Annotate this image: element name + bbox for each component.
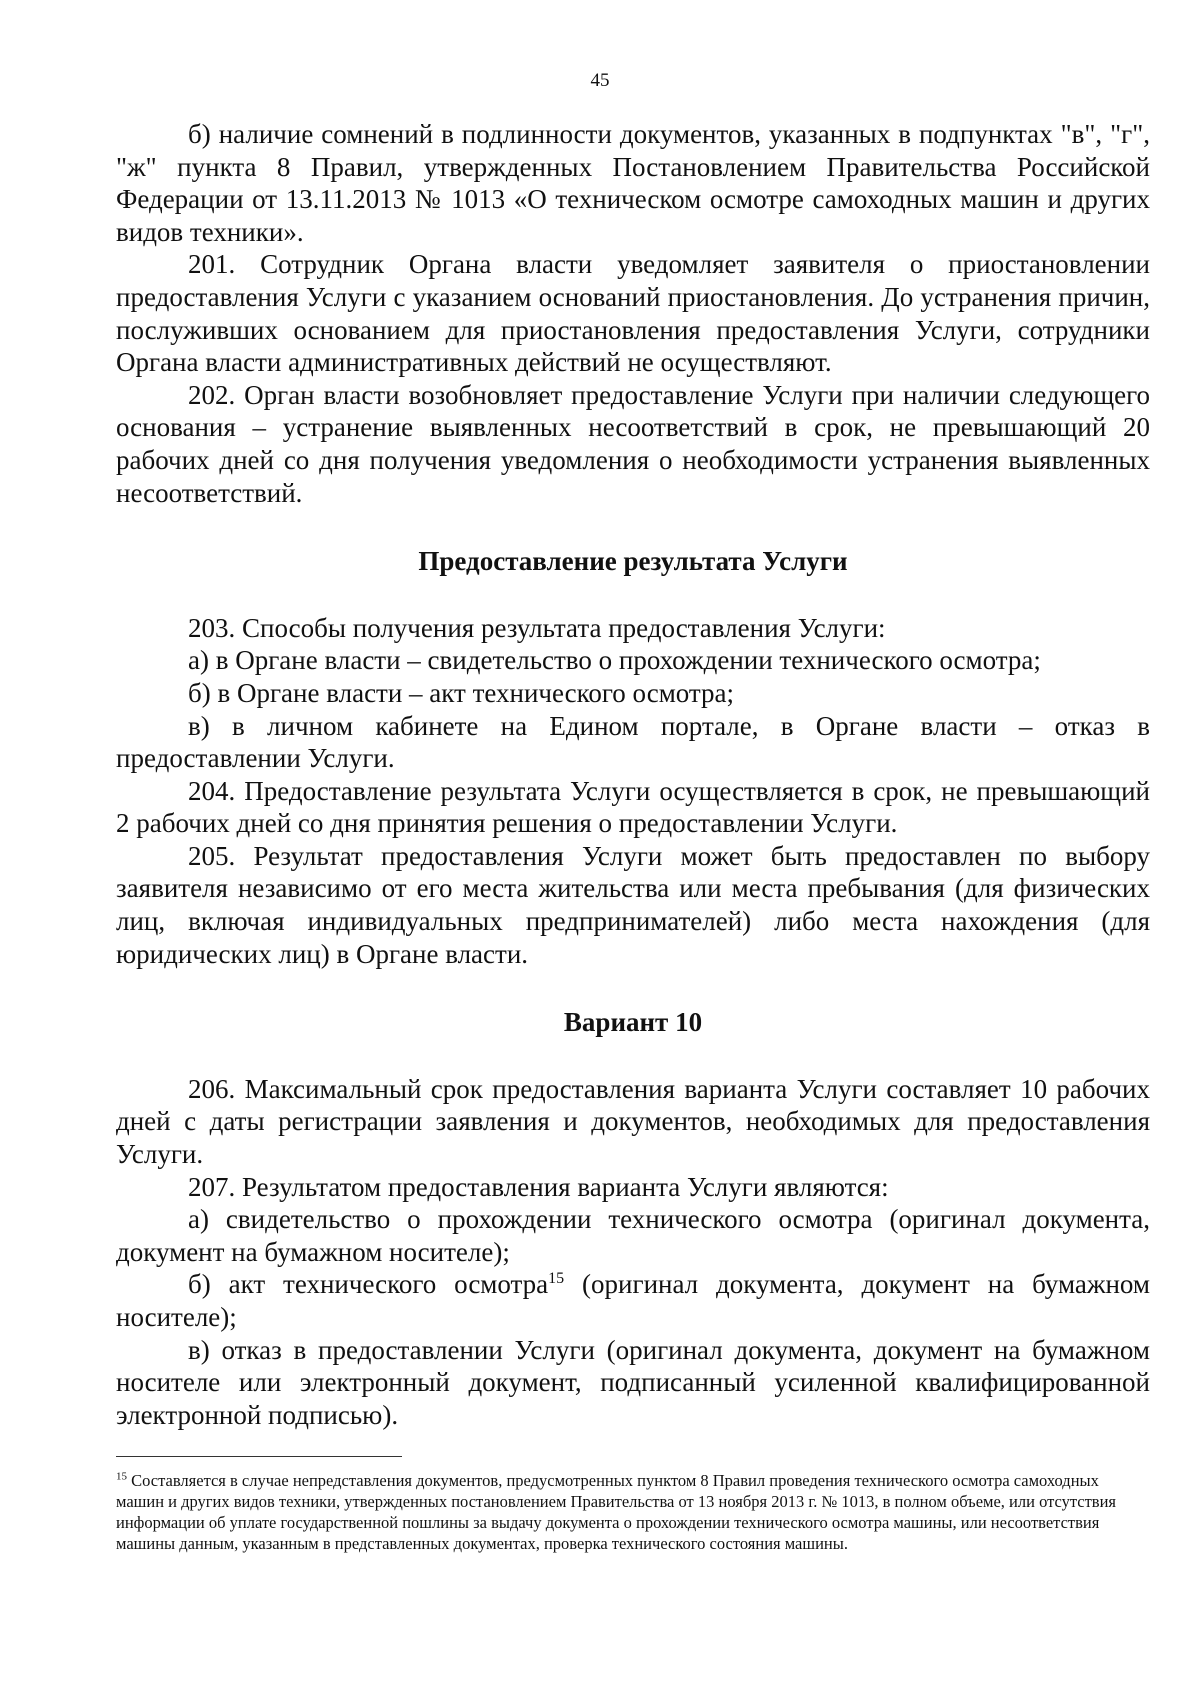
document-body: [116, 118, 1150, 1431]
paragraph-202: 202. Орган власти возобновляет предоставление Услуги при наличии следующего основания – устранение выявленных несоответствий в срок, не превышающий 20 рабочих дней со дня получения уведомления о необходимости устранения выявленных несоответствий.: [116, 379, 1150, 508]
list-item-207-v: в) отказ в предоставлении Услуги (оригинал документа, документ на бумажном носителе или электронный документ, подписанный усиленной квалифицированной электронной подписью).: [116, 1334, 1150, 1430]
footnotes: [116, 1470, 1150, 1554]
footnote-separator: [116, 1456, 402, 1457]
footnote-15: [116, 1470, 1150, 1554]
paragraph-206: 206. Максимальный срок предоставления варианта Услуги составляет 10 рабочих дней с даты регистрации заявления и документов, необходимых для предоставления Услуги.: [116, 1073, 1150, 1170]
footnote-marker: 15: [116, 1470, 127, 1483]
section-heading-result: Предоставление результата Услуги: [418, 546, 848, 577]
paragraph-203: 203. Способы получения результата предоставления Услуги:: [188, 612, 886, 643]
paragraph-b-doubts: б) наличие сомнений в подлинности документов, указанных в подпунктах "в", "г", "ж" пункта 8 Правил, утвержденных Постановлением Правительства Российской Федерации от 13.11.2013 № 1013 «О техническом осмотре самоходных машин и других видов техники».: [116, 119, 1150, 247]
page-number: 45: [590, 70, 610, 91]
list-item-207-b-text: б) акт технического осмотра: [188, 1269, 549, 1300]
list-item-203-a: а) в Органе власти – свидетельство о прохождении технического осмотра;: [188, 645, 1041, 676]
paragraph-207: 207. Результатом предоставления варианта Услуги являются:: [188, 1171, 889, 1202]
paragraph-204: 204. Предоставление результата Услуги осуществляется в срок, не превышающий 2 рабочих дней со дня принятия решения о предоставлении Услуги.: [116, 775, 1150, 839]
section-heading-variant-10: Вариант 10: [563, 1007, 703, 1038]
list-item-203-v: в) в личном кабинете на Едином портале, в Органе власти – отказ в предоставлении Услуги.: [116, 710, 1150, 774]
paragraph-201: 201. Сотрудник Органа власти уведомляет заявителя о приостановлении предоставления Услуги с указанием оснований приостановления. До устранения причин, послуживших основанием для приостановления предоставления Услуги, сотрудники Органа власти административных действий не осуществляют.: [116, 249, 1150, 378]
paragraph-205: 205. Результат предоставления Услуги может быть предоставлен по выбору заявителя независимо от его места жительства или места пребывания (для физических лиц, включая индивидуальных предпринимателей) либо места нахождения (для юридических лиц) в Органе власти.: [116, 840, 1150, 969]
list-item-207-b: [116, 1268, 1150, 1333]
list-item-203-b: б) в Органе власти – акт технического осмотра;: [188, 677, 735, 708]
list-item-207-b-text-rest: (оригинал документа, документ на бумажном носителе);: [116, 1269, 1151, 1332]
footnote-text: Составляется в случае непредставления документов, предусмотренных пунктом 8 Правил проведения технического осмотра самоходных машин и других видов техники, утвержденных постановлением Правительства от 13 ноября 2013 г. № 1013, в полном объеме, или отсутствия информации об уплате государственной пошлины за выдачу документа о прохождении технического осмотра машины, или несоответствия машины данным, указанным в представленных документах, проверка технического состояния машины.: [116, 1471, 1117, 1553]
footnote-reference-15[interactable]: 15: [548, 1270, 565, 1288]
list-item-207-a: а) свидетельство о прохождении технического осмотра (оригинал документа, документ на бумажном носителе);: [116, 1204, 1150, 1267]
